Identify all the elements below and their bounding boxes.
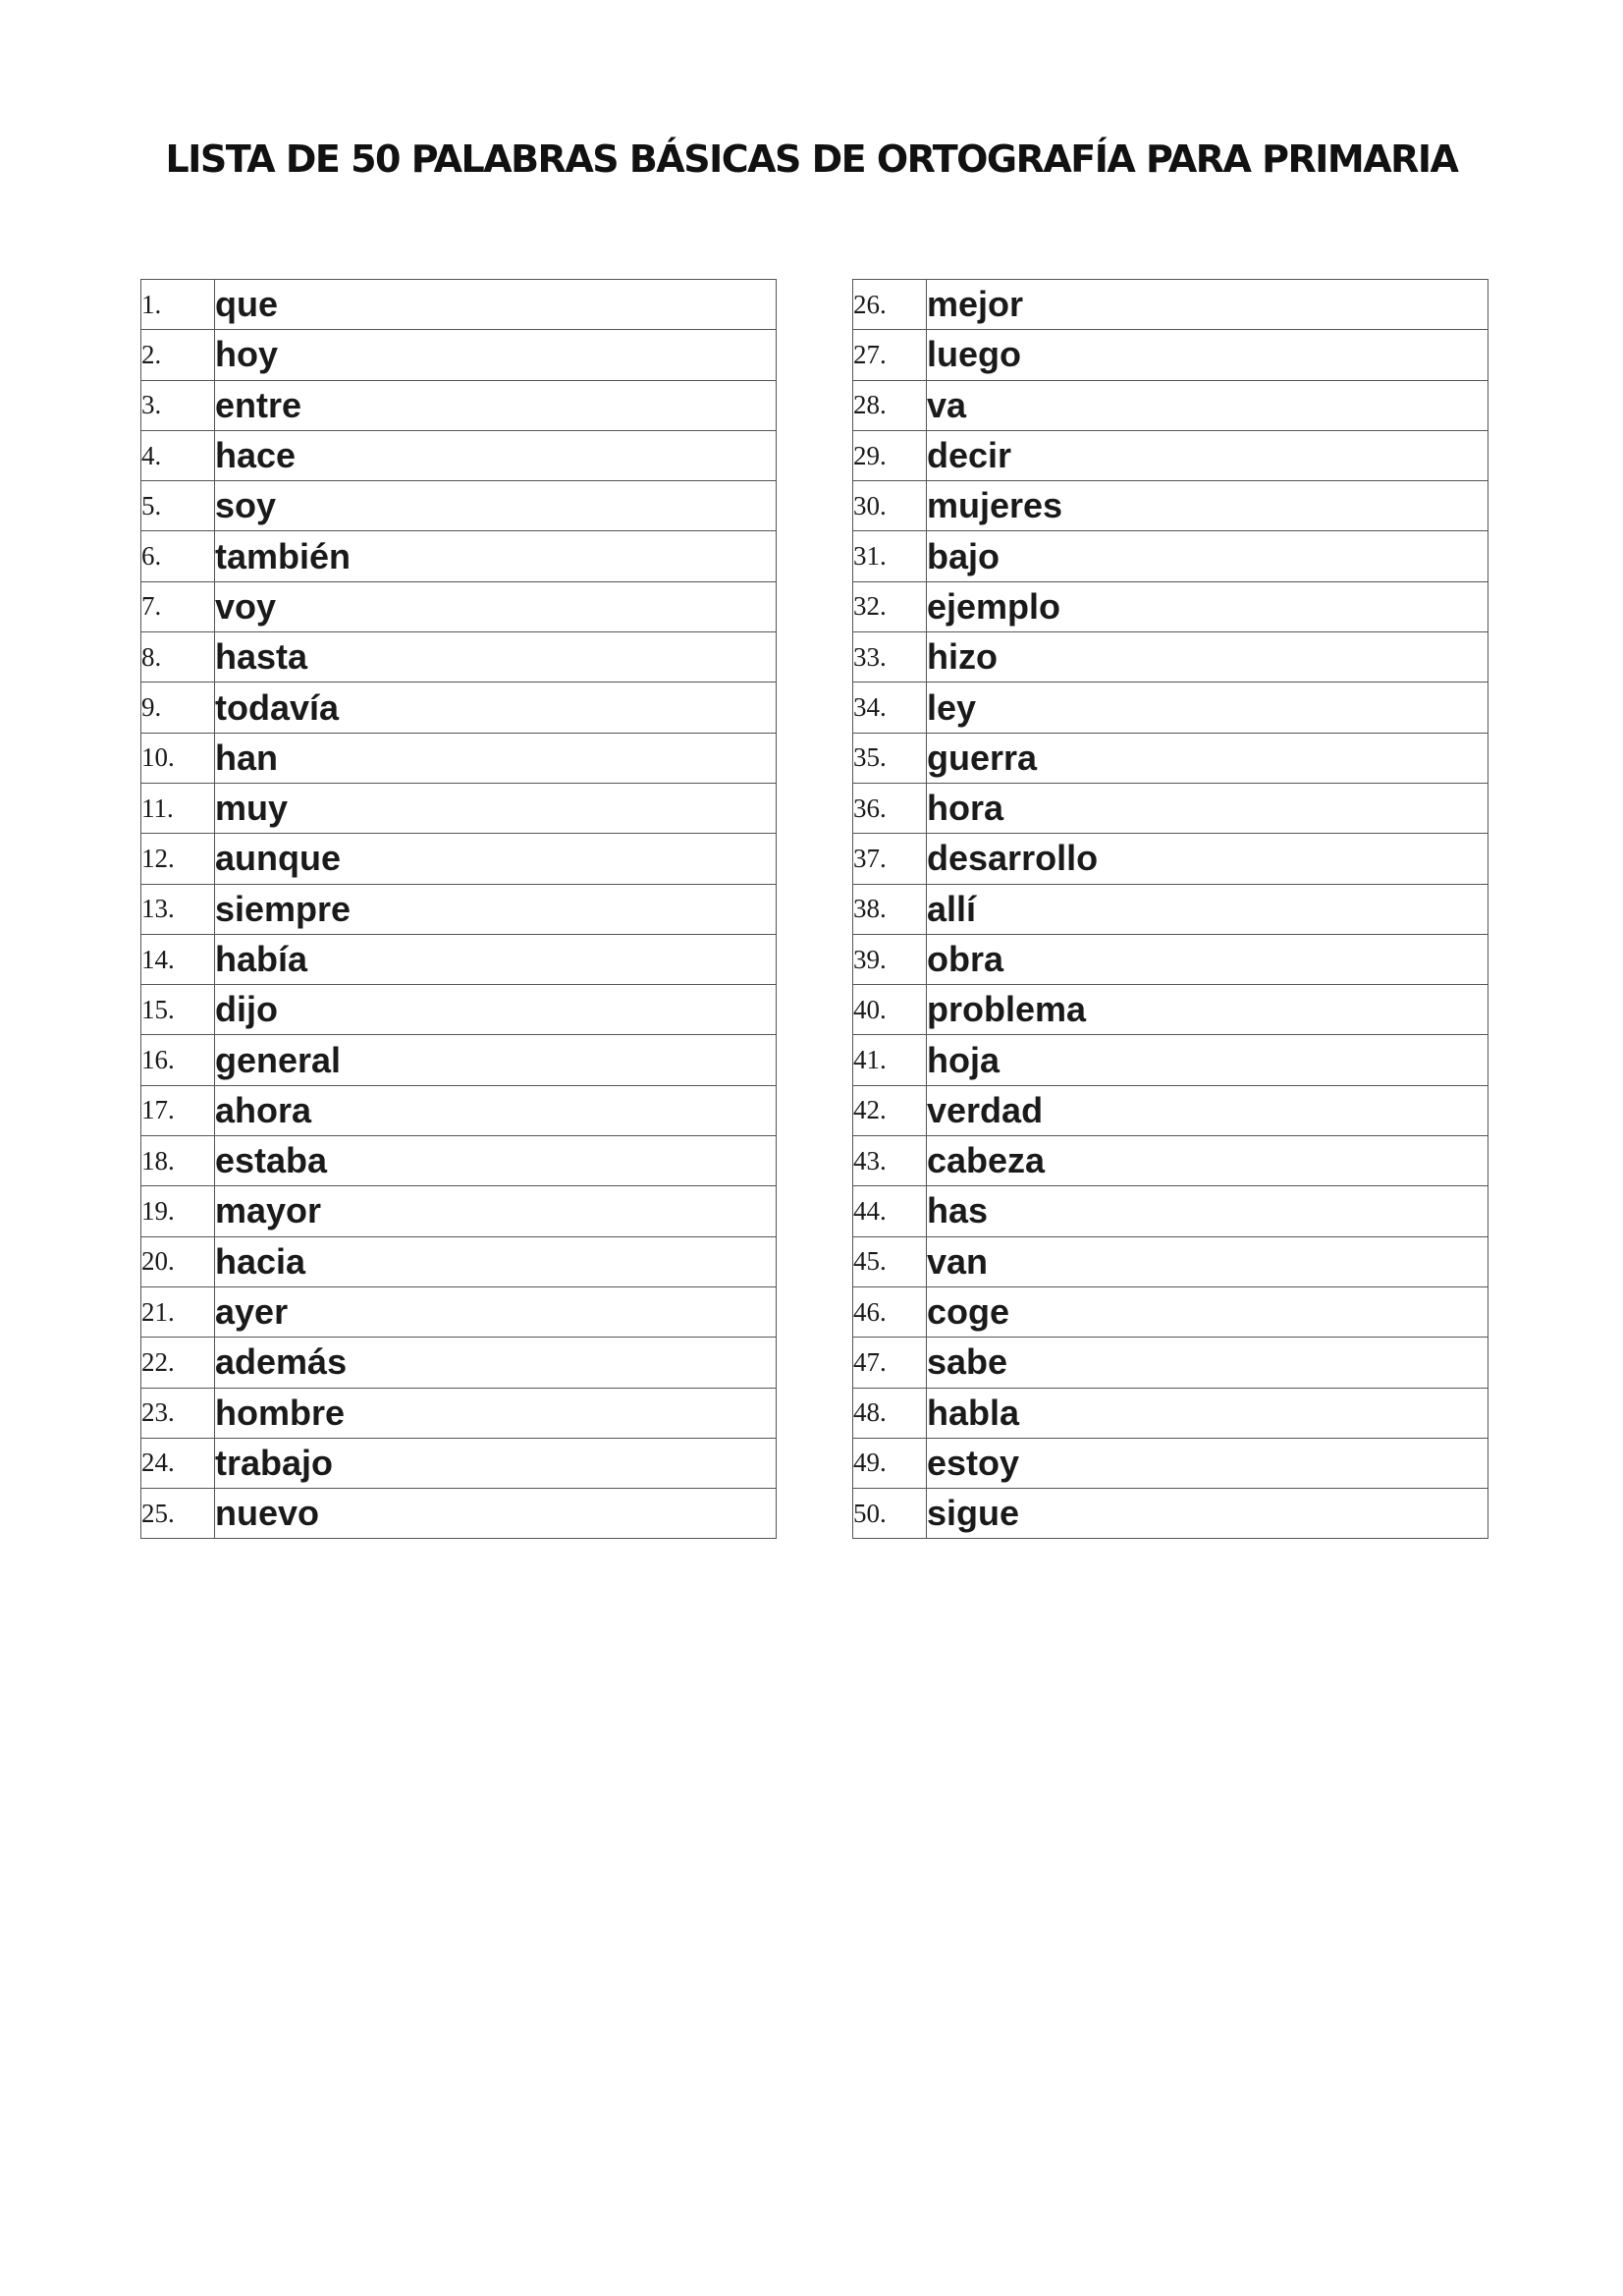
spelling-word: hombre bbox=[215, 1388, 777, 1438]
word-table-left-body bbox=[141, 280, 777, 1539]
row-number: 43. bbox=[853, 1136, 927, 1186]
spelling-word: estoy bbox=[927, 1438, 1488, 1488]
spelling-word: soy bbox=[215, 481, 777, 531]
table-row bbox=[141, 430, 777, 480]
spelling-word: desarrollo bbox=[927, 834, 1488, 884]
table-row bbox=[853, 683, 1488, 733]
table-row bbox=[141, 1286, 777, 1337]
row-number: 45. bbox=[853, 1236, 927, 1286]
row-number: 16. bbox=[141, 1035, 215, 1085]
row-number: 48. bbox=[853, 1388, 927, 1438]
spelling-word: guerra bbox=[927, 733, 1488, 783]
table-row bbox=[141, 783, 777, 833]
table-row bbox=[853, 1136, 1488, 1186]
table-row bbox=[853, 481, 1488, 531]
table-row bbox=[853, 632, 1488, 683]
spelling-word: obra bbox=[927, 934, 1488, 984]
table-row bbox=[141, 1035, 777, 1085]
table-row bbox=[853, 1186, 1488, 1236]
table-row bbox=[853, 783, 1488, 833]
word-table-right bbox=[852, 279, 1488, 1539]
spelling-word: voy bbox=[215, 581, 777, 631]
table-row bbox=[141, 1186, 777, 1236]
table-row bbox=[141, 531, 777, 581]
row-number: 42. bbox=[853, 1085, 927, 1135]
row-number: 46. bbox=[853, 1286, 927, 1337]
table-row bbox=[141, 683, 777, 733]
row-number: 8. bbox=[141, 632, 215, 683]
row-number: 25. bbox=[141, 1489, 215, 1539]
table-row bbox=[853, 1438, 1488, 1488]
spelling-word: verdad bbox=[927, 1085, 1488, 1135]
row-number: 37. bbox=[853, 834, 927, 884]
word-table-left bbox=[140, 279, 777, 1539]
spelling-word: allí bbox=[927, 884, 1488, 934]
spelling-word: además bbox=[215, 1338, 777, 1388]
table-row bbox=[853, 581, 1488, 631]
spelling-word: hoy bbox=[215, 330, 777, 380]
spelling-word: muy bbox=[215, 783, 777, 833]
spelling-word: habla bbox=[927, 1388, 1488, 1438]
row-number: 10. bbox=[141, 733, 215, 783]
table-row bbox=[853, 330, 1488, 380]
spelling-word: entre bbox=[215, 380, 777, 430]
spelling-word: hizo bbox=[927, 632, 1488, 683]
spelling-word: había bbox=[215, 934, 777, 984]
table-row bbox=[141, 481, 777, 531]
row-number: 22. bbox=[141, 1338, 215, 1388]
spelling-word: has bbox=[927, 1186, 1488, 1236]
table-row bbox=[853, 1236, 1488, 1286]
row-number: 36. bbox=[853, 783, 927, 833]
table-row bbox=[853, 1286, 1488, 1337]
row-number: 39. bbox=[853, 934, 927, 984]
table-row bbox=[853, 531, 1488, 581]
spelling-word: ahora bbox=[215, 1085, 777, 1135]
spelling-word: hoja bbox=[927, 1035, 1488, 1085]
row-number: 7. bbox=[141, 581, 215, 631]
table-row bbox=[141, 1338, 777, 1388]
spelling-word: coge bbox=[927, 1286, 1488, 1337]
row-number: 1. bbox=[141, 280, 215, 330]
spelling-word: hacia bbox=[215, 1236, 777, 1286]
spelling-word: sabe bbox=[927, 1338, 1488, 1388]
table-row bbox=[853, 280, 1488, 330]
table-row bbox=[141, 632, 777, 683]
page-title: LISTA DE 50 PALABRAS BÁSICAS DE ORTOGRAFÍA PARA PRIMARIA bbox=[165, 137, 1458, 181]
row-number: 29. bbox=[853, 430, 927, 480]
row-number: 38. bbox=[853, 884, 927, 934]
table-row bbox=[853, 733, 1488, 783]
table-row bbox=[141, 934, 777, 984]
table-row bbox=[141, 985, 777, 1035]
table-row bbox=[853, 934, 1488, 984]
spelling-word: mujeres bbox=[927, 481, 1488, 531]
row-number: 50. bbox=[853, 1489, 927, 1539]
spelling-word: va bbox=[927, 380, 1488, 430]
spelling-word: ley bbox=[927, 683, 1488, 733]
spelling-word: hace bbox=[215, 430, 777, 480]
row-number: 33. bbox=[853, 632, 927, 683]
row-number: 6. bbox=[141, 531, 215, 581]
row-number: 11. bbox=[141, 783, 215, 833]
spelling-word: general bbox=[215, 1035, 777, 1085]
spelling-word: luego bbox=[927, 330, 1488, 380]
row-number: 47. bbox=[853, 1338, 927, 1388]
spelling-word: también bbox=[215, 531, 777, 581]
row-number: 23. bbox=[141, 1388, 215, 1438]
row-number: 13. bbox=[141, 884, 215, 934]
spelling-word: nuevo bbox=[215, 1489, 777, 1539]
spelling-word: estaba bbox=[215, 1136, 777, 1186]
row-number: 18. bbox=[141, 1136, 215, 1186]
row-number: 20. bbox=[141, 1236, 215, 1286]
spelling-word: decir bbox=[927, 430, 1488, 480]
spelling-word: aunque bbox=[215, 834, 777, 884]
spelling-word: hora bbox=[927, 783, 1488, 833]
row-number: 27. bbox=[853, 330, 927, 380]
table-row bbox=[853, 1035, 1488, 1085]
row-number: 49. bbox=[853, 1438, 927, 1488]
row-number: 40. bbox=[853, 985, 927, 1035]
table-row bbox=[853, 834, 1488, 884]
table-row bbox=[853, 1338, 1488, 1388]
table-row bbox=[853, 1388, 1488, 1438]
table-row bbox=[853, 430, 1488, 480]
table-row bbox=[141, 1489, 777, 1539]
row-number: 3. bbox=[141, 380, 215, 430]
row-number: 31. bbox=[853, 531, 927, 581]
spelling-word: que bbox=[215, 280, 777, 330]
spelling-word: mayor bbox=[215, 1186, 777, 1236]
table-row bbox=[141, 1438, 777, 1488]
table-row bbox=[853, 1489, 1488, 1539]
table-row bbox=[141, 581, 777, 631]
row-number: 41. bbox=[853, 1035, 927, 1085]
row-number: 15. bbox=[141, 985, 215, 1035]
word-table-right-body bbox=[853, 280, 1488, 1539]
spelling-word: cabeza bbox=[927, 1136, 1488, 1186]
spelling-word: trabajo bbox=[215, 1438, 777, 1488]
spelling-word: sigue bbox=[927, 1489, 1488, 1539]
row-number: 4. bbox=[141, 430, 215, 480]
table-row bbox=[141, 834, 777, 884]
spelling-word: han bbox=[215, 733, 777, 783]
row-number: 9. bbox=[141, 683, 215, 733]
table-row bbox=[141, 380, 777, 430]
row-number: 35. bbox=[853, 733, 927, 783]
row-number: 34. bbox=[853, 683, 927, 733]
spelling-word: todavía bbox=[215, 683, 777, 733]
spelling-word: dijo bbox=[215, 985, 777, 1035]
row-number: 21. bbox=[141, 1286, 215, 1337]
spelling-word: problema bbox=[927, 985, 1488, 1035]
table-row bbox=[853, 884, 1488, 934]
table-row bbox=[141, 280, 777, 330]
row-number: 44. bbox=[853, 1186, 927, 1236]
table-row bbox=[141, 884, 777, 934]
row-number: 19. bbox=[141, 1186, 215, 1236]
spelling-word: mejor bbox=[927, 280, 1488, 330]
row-number: 17. bbox=[141, 1085, 215, 1135]
spelling-word: hasta bbox=[215, 632, 777, 683]
row-number: 14. bbox=[141, 934, 215, 984]
spelling-word: siempre bbox=[215, 884, 777, 934]
table-row bbox=[853, 985, 1488, 1035]
table-row bbox=[141, 1388, 777, 1438]
row-number: 24. bbox=[141, 1438, 215, 1488]
row-number: 28. bbox=[853, 380, 927, 430]
row-number: 12. bbox=[141, 834, 215, 884]
spelling-word: ayer bbox=[215, 1286, 777, 1337]
spelling-word: ejemplo bbox=[927, 581, 1488, 631]
table-row bbox=[853, 380, 1488, 430]
row-number: 2. bbox=[141, 330, 215, 380]
row-number: 32. bbox=[853, 581, 927, 631]
table-row bbox=[853, 1085, 1488, 1135]
table-row bbox=[141, 733, 777, 783]
row-number: 30. bbox=[853, 481, 927, 531]
table-row bbox=[141, 330, 777, 380]
table-row bbox=[141, 1085, 777, 1135]
table-row bbox=[141, 1236, 777, 1286]
spelling-word: van bbox=[927, 1236, 1488, 1286]
row-number: 5. bbox=[141, 481, 215, 531]
spelling-word: bajo bbox=[927, 531, 1488, 581]
table-row bbox=[141, 1136, 777, 1186]
row-number: 26. bbox=[853, 280, 927, 330]
